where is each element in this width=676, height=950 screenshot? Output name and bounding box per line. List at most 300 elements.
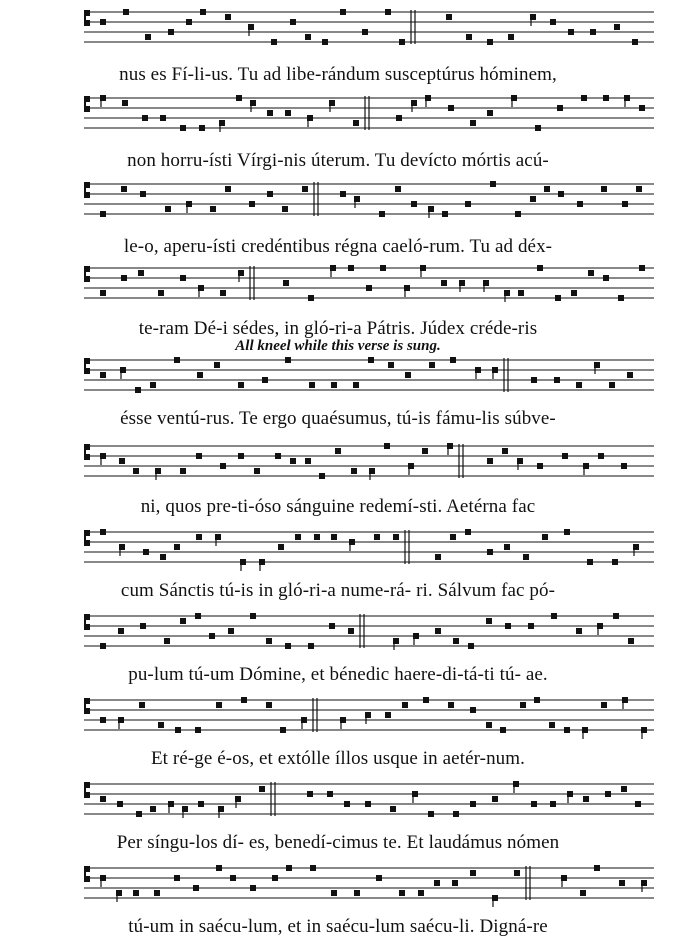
neume (216, 865, 222, 871)
neume (515, 211, 521, 217)
lyric-line: tú-um in saécu-lum, et in saécu-lum saécu-li. Digná-re (128, 916, 548, 937)
neume (605, 791, 611, 797)
neume (583, 463, 589, 469)
clef-icon (84, 614, 90, 630)
neume (511, 95, 517, 101)
lyric-line: Per síngu-los dí- es, benedí-cimus te. Et laudámus nómen (116, 832, 560, 853)
neume (393, 534, 399, 540)
neume (348, 265, 354, 271)
neume (285, 110, 291, 116)
neume (180, 468, 186, 474)
neume (452, 880, 458, 886)
neume (314, 534, 320, 540)
neume (590, 29, 596, 35)
neume (266, 638, 272, 644)
neume (121, 186, 127, 192)
neume (627, 372, 633, 378)
neume (465, 529, 471, 535)
neume (422, 448, 428, 454)
neume (308, 643, 314, 649)
neume (601, 186, 607, 192)
neume (180, 125, 186, 131)
neume (530, 14, 536, 20)
neume (483, 280, 489, 286)
neume (504, 544, 510, 550)
neume (435, 554, 441, 560)
neume (613, 613, 619, 619)
neume (319, 473, 325, 479)
neume (155, 468, 161, 474)
neume (209, 633, 215, 639)
neume (558, 191, 564, 197)
neume (365, 801, 371, 807)
neume (100, 453, 106, 459)
neume (639, 105, 645, 111)
neume (100, 290, 106, 296)
neume (143, 549, 149, 555)
neume (285, 357, 291, 363)
neume (612, 559, 618, 565)
neume (369, 468, 375, 474)
neume (441, 280, 447, 286)
clef-icon (84, 444, 90, 460)
neume (413, 633, 419, 639)
neume (309, 382, 315, 388)
clef-icon (84, 358, 90, 374)
neume (340, 191, 346, 197)
neume (136, 811, 142, 817)
neume (182, 806, 188, 812)
neume (241, 697, 247, 703)
neume (180, 275, 186, 281)
neume (228, 628, 234, 634)
neume (235, 796, 241, 802)
neume (214, 362, 220, 368)
neume (331, 890, 337, 896)
neume (119, 544, 125, 550)
neume (285, 643, 291, 649)
neume (240, 559, 246, 565)
neume (133, 890, 139, 896)
neume (561, 875, 567, 881)
staff-svg (84, 612, 654, 652)
neume (165, 206, 171, 212)
neume (230, 875, 236, 881)
neume (475, 367, 481, 373)
neume (348, 628, 354, 634)
neume (200, 9, 206, 15)
lyric-line: nus es Fí-li-us. Tu ad libe-rándum susceptúrus hóminem, (119, 64, 557, 85)
neume (423, 697, 429, 703)
neume (418, 890, 424, 896)
neume (353, 120, 359, 126)
neume (210, 206, 216, 212)
neume (118, 628, 124, 634)
neume (295, 534, 301, 540)
neume (534, 697, 540, 703)
neume (490, 181, 496, 187)
neume (340, 9, 346, 15)
neume (385, 712, 391, 718)
staff-svg (84, 264, 654, 304)
neume (402, 702, 408, 708)
neume (594, 865, 600, 871)
neume (486, 618, 492, 624)
neume (271, 39, 277, 45)
neume (576, 628, 582, 634)
neume (588, 270, 594, 276)
neume (468, 643, 474, 649)
neume (576, 382, 582, 388)
neume (238, 270, 244, 276)
neume (335, 448, 341, 454)
neume (550, 19, 556, 25)
neume (139, 702, 145, 708)
neume (119, 458, 125, 464)
neume (198, 801, 204, 807)
staff-svg (84, 94, 654, 134)
neume (283, 280, 289, 286)
neume (609, 382, 615, 388)
neume (531, 377, 537, 383)
staff (84, 612, 654, 652)
lyric-line: te-ram Dé-i sédes, in gló-ri-a Pátris. Júdex créde-ris (138, 318, 538, 339)
neume (220, 290, 226, 296)
lyric-line: ni, quos pre-ti-óso sánguine redemí-sti. Aetérna fac (140, 496, 536, 517)
neume (528, 623, 534, 629)
neume (555, 295, 561, 301)
neume (150, 806, 156, 812)
neume (267, 191, 273, 197)
neume (393, 638, 399, 644)
neume (537, 463, 543, 469)
neume (597, 623, 603, 629)
neume (587, 559, 593, 565)
lyric-line: non horru-ísti Vírgi-nis úterum. Tu devícto mórtis acú- (127, 150, 549, 171)
neume (549, 722, 555, 728)
neume (354, 196, 360, 202)
neume (193, 885, 199, 891)
neume (175, 727, 181, 733)
neume (514, 870, 520, 876)
staff (84, 864, 654, 904)
neume (601, 702, 607, 708)
staff-svg (84, 696, 654, 736)
neume (186, 19, 192, 25)
neume (492, 367, 498, 373)
neume (428, 206, 434, 212)
neume (249, 201, 255, 207)
neume (434, 880, 440, 886)
neume (218, 806, 224, 812)
neume (448, 105, 454, 111)
neume (641, 880, 647, 886)
neume (100, 643, 106, 649)
neume (542, 534, 548, 540)
neume (225, 14, 231, 20)
neume (487, 39, 493, 45)
neume (428, 811, 434, 817)
neume (517, 458, 523, 464)
neume (399, 890, 405, 896)
neume (250, 100, 256, 106)
staff (84, 264, 654, 304)
neume (100, 796, 106, 802)
staff-svg (84, 180, 654, 220)
neume (100, 95, 106, 101)
neume (116, 890, 122, 896)
neume (160, 115, 166, 121)
neume (216, 702, 222, 708)
neume (614, 24, 620, 30)
staff (84, 356, 654, 396)
neume (487, 458, 493, 464)
neume (618, 295, 624, 301)
neume (254, 468, 260, 474)
staff (84, 780, 654, 820)
neume (636, 186, 642, 192)
neume (238, 453, 244, 459)
neume (621, 786, 627, 792)
neume (408, 463, 414, 469)
neume (351, 468, 357, 474)
neume (344, 801, 350, 807)
neume (405, 372, 411, 378)
neume (580, 890, 586, 896)
neume (603, 95, 609, 101)
staff-svg (84, 864, 654, 904)
neume (523, 554, 529, 560)
neume (465, 201, 471, 207)
clef-icon (84, 782, 90, 798)
neume (266, 702, 272, 708)
clef-icon (84, 266, 90, 282)
neume (598, 453, 604, 459)
neume (466, 34, 472, 40)
neume (290, 19, 296, 25)
neume (305, 34, 311, 40)
lyric-line: Et ré-ge é-os, et extólle íllos usque in aetér-num. (150, 748, 526, 769)
neume (450, 357, 456, 363)
neume (374, 534, 380, 540)
neume (259, 786, 265, 792)
neume (250, 613, 256, 619)
neume (329, 623, 335, 629)
neume (425, 95, 431, 101)
neume (562, 453, 568, 459)
neume (154, 890, 160, 896)
neume (567, 791, 573, 797)
neume (327, 791, 333, 797)
neume (100, 529, 106, 535)
neume (308, 295, 314, 301)
neume (366, 285, 372, 291)
neume (123, 9, 129, 15)
neume (492, 796, 498, 802)
neume (199, 125, 205, 131)
neume (621, 463, 627, 469)
neume (628, 638, 634, 644)
neume (537, 265, 543, 271)
neume (551, 613, 557, 619)
neume (564, 727, 570, 733)
staff-svg (84, 780, 654, 820)
neume (384, 443, 390, 449)
neume (168, 29, 174, 35)
neume (236, 95, 242, 101)
neume (520, 702, 526, 708)
neume (145, 34, 151, 40)
neume (379, 211, 385, 217)
neume (186, 201, 192, 207)
neume (487, 549, 493, 555)
neume (196, 534, 202, 540)
neume (120, 367, 126, 373)
neume (531, 801, 537, 807)
neume (100, 19, 106, 25)
neume (160, 554, 166, 560)
neume (259, 559, 265, 565)
neume (117, 801, 123, 807)
neume (158, 290, 164, 296)
neume (518, 290, 524, 296)
neume (280, 727, 286, 733)
neume (550, 801, 556, 807)
staff-svg (84, 442, 654, 482)
neume (100, 717, 106, 723)
neume (500, 727, 506, 733)
neume (380, 265, 386, 271)
neume (450, 534, 456, 540)
neume (504, 290, 510, 296)
neume (632, 39, 638, 45)
neume (388, 362, 394, 368)
neume (307, 791, 313, 797)
neume (619, 880, 625, 886)
neume (305, 458, 311, 464)
neume (581, 95, 587, 101)
neume (133, 468, 139, 474)
neume (635, 801, 641, 807)
neume (142, 115, 148, 121)
neume (557, 105, 563, 111)
neume (158, 722, 164, 728)
neume (412, 791, 418, 797)
neume (238, 382, 244, 388)
neume (459, 280, 465, 286)
neume (118, 717, 124, 723)
neume (622, 201, 628, 207)
neume (568, 29, 574, 35)
neume (624, 95, 630, 101)
clef-icon (84, 866, 90, 882)
neume (140, 191, 146, 197)
neume (470, 801, 476, 807)
staff-svg (84, 8, 654, 48)
neume (554, 377, 560, 383)
neume (174, 544, 180, 550)
neume (505, 623, 511, 629)
staff (84, 528, 654, 568)
neume (174, 875, 180, 881)
staff (84, 8, 654, 48)
neume (267, 110, 273, 116)
neume (215, 534, 221, 540)
neume (100, 875, 106, 881)
neume (486, 722, 492, 728)
neume (196, 453, 202, 459)
lyric-line: cum Sánctis tú-is in gló-ri-a nume-rá- ri. Sálvum fac pó- (120, 580, 556, 601)
neume (262, 377, 268, 383)
clef-icon (84, 96, 90, 112)
staff-svg (84, 528, 654, 568)
neume (219, 120, 225, 126)
neume (282, 206, 288, 212)
neume (399, 39, 405, 45)
neume (250, 885, 256, 891)
neume (121, 275, 127, 281)
neume (195, 727, 201, 733)
neume (492, 895, 498, 901)
neume (577, 201, 583, 207)
neume (594, 362, 600, 368)
neume (174, 357, 180, 363)
neume (582, 727, 588, 733)
neume (470, 707, 476, 713)
neume (571, 290, 577, 296)
neume (362, 29, 368, 35)
neume (502, 448, 508, 454)
neume (100, 211, 106, 217)
neume (435, 628, 441, 634)
neume (544, 186, 550, 192)
neume (225, 186, 231, 192)
neume (395, 186, 401, 192)
clef-icon (84, 10, 90, 26)
neume (307, 115, 313, 121)
rubric: All kneel while this verse is sung. (235, 338, 441, 354)
neume (487, 110, 493, 116)
neume (390, 806, 396, 812)
neume (429, 362, 435, 368)
neume (322, 39, 328, 45)
clef-icon (84, 698, 90, 714)
neume (275, 453, 281, 459)
neume (639, 265, 645, 271)
staff-svg (84, 356, 654, 396)
neume (290, 458, 296, 464)
neume (603, 275, 609, 281)
neume (286, 865, 292, 871)
neume (164, 638, 170, 644)
neume (453, 638, 459, 644)
neume (447, 443, 453, 449)
neume (470, 870, 476, 876)
neume (530, 196, 536, 202)
neume (100, 372, 106, 378)
staff (84, 442, 654, 482)
neume (354, 890, 360, 896)
neume (385, 9, 391, 15)
neume (331, 382, 337, 388)
lyric-line: ésse ventú-rus. Te ergo quaésumus, tú-is fámu-lis súbve- (120, 408, 556, 429)
neume (122, 100, 128, 106)
clef-icon (84, 182, 90, 198)
neume (135, 387, 141, 393)
neume (622, 697, 628, 703)
neume (197, 372, 203, 378)
neume (168, 801, 174, 807)
